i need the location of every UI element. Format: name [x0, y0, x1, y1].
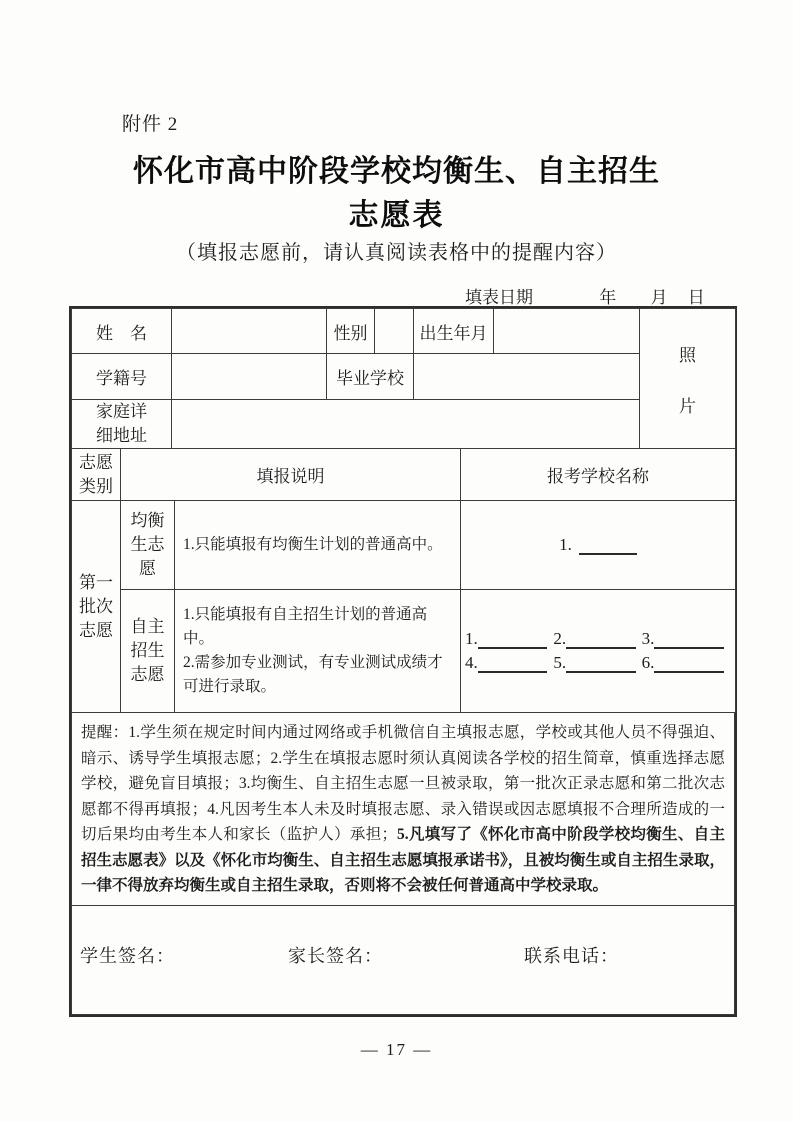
- balanced-type-cell: 均衡生志愿: [121, 501, 175, 590]
- school-slot-2[interactable]: 2.: [553, 629, 641, 649]
- birth-date-label: 出生年月: [414, 309, 494, 354]
- independent-type-cell: 自主招生志愿: [121, 590, 175, 713]
- home-address-field[interactable]: [172, 400, 640, 449]
- page-title-line2: 志愿表: [348, 199, 445, 232]
- home-address-label: 家庭详细地址: [72, 400, 172, 449]
- name-label: 姓 名: [72, 309, 172, 354]
- parent-signature-label: 家长签名：: [288, 945, 383, 966]
- fill-date-day-label: 日: [687, 288, 705, 307]
- fill-in-line: [566, 654, 636, 673]
- independent-school-slots-cell: [461, 590, 736, 713]
- volunteer-table: [71, 448, 736, 713]
- reminder-text: [72, 713, 734, 905]
- photo-label-char2: 片: [679, 396, 696, 416]
- photo-label-char1: 照: [679, 345, 696, 365]
- school-name-header: 报考学校名称: [461, 449, 736, 501]
- signature-table: [71, 905, 735, 1015]
- school-slot-6[interactable]: 6.: [642, 653, 730, 673]
- graduate-school-label: 毕业学校: [327, 354, 414, 400]
- photo-area[interactable]: [640, 309, 736, 449]
- form-subtitle: （填报志愿前，请认真阅读表格中的提醒内容）: [176, 242, 617, 264]
- contact-phone-label: 联系电话：: [524, 945, 619, 966]
- fill-date-line: [465, 283, 705, 308]
- personal-info-table: [71, 308, 736, 449]
- page-title-line1: 怀化市高中阶段学校均衡生、自主招生: [133, 155, 660, 188]
- school-slot-3[interactable]: 3.: [642, 629, 730, 649]
- instructions-header: 填报说明: [121, 449, 461, 501]
- balanced-instructions: 1.只能填报有均衡生计划的普通高中。: [175, 501, 461, 590]
- reminder-cell: [72, 713, 735, 906]
- gender-label: 性别: [327, 309, 375, 354]
- attachment-label: 附件 2: [122, 114, 179, 135]
- name-field[interactable]: [172, 309, 327, 354]
- fill-date-year-label: 年: [599, 288, 617, 307]
- gender-field[interactable]: [375, 309, 414, 354]
- application-form-table: [69, 306, 737, 1017]
- fill-in-line: [654, 630, 724, 649]
- category-header: 志愿类别: [72, 449, 121, 501]
- student-id-field[interactable]: [172, 354, 327, 400]
- fill-in-line: [579, 536, 637, 555]
- batch-category-cell: 第一批次志愿: [72, 501, 121, 713]
- fill-date-label: 填表日期: [465, 288, 533, 307]
- school-slot-balanced-1[interactable]: 1.: [559, 535, 637, 555]
- birth-date-field[interactable]: [494, 309, 640, 354]
- signature-row: [72, 905, 735, 1014]
- reminder-text-normal: 提醒：1.学生须在规定时间内通过网络或手机微信自主填报志愿，学校或其他人员不得强迫、暗示、诱导学生填报志愿；2.学生在填报志愿时须认真阅读各学校的招生简章，慎重选择志愿学校，避免盲目填报；3.均衡生、自主招生志愿一旦被录取，第一批次正录志愿和第二批次志愿都不得再填报；4.凡因考生本人未及时填报志愿、录入错误或因志愿填报不合理所造成的一切后果均由考生本人和家长（监护人）承担；: [81, 724, 725, 843]
- student-signature-label: 学生签名：: [80, 945, 175, 966]
- school-slot-4[interactable]: 4.: [465, 653, 553, 673]
- graduate-school-field[interactable]: [414, 354, 640, 400]
- balanced-school-slot-cell: [461, 501, 736, 590]
- fill-in-line: [566, 630, 636, 649]
- reminder-text-bold: 5.凡填写了《怀化市高中阶段学校均衡生、自主招生志愿表》以及《怀化市均衡生、自主招生志愿填报承诺书》，且被均衡生或自主招生录取，一律不得放弃均衡生或自主招生录取，否则将不会被任何普通高中学校录取。: [81, 826, 725, 894]
- fill-date-month-label: 月: [650, 288, 668, 307]
- reminder-table: [71, 712, 735, 906]
- fill-in-line: [478, 654, 548, 673]
- page-number: — 17 —: [360, 1040, 433, 1059]
- school-slot-1[interactable]: 1.: [465, 629, 553, 649]
- student-id-label: 学籍号: [72, 354, 172, 400]
- school-slot-5[interactable]: 5.: [553, 653, 641, 673]
- fill-in-line: [654, 654, 724, 673]
- fill-in-line: [478, 630, 548, 649]
- independent-instructions: 1.只能填报有自主招生计划的普通高中。 2.需参加专业测试，有专业测试成绩才可进行录取。: [175, 590, 461, 713]
